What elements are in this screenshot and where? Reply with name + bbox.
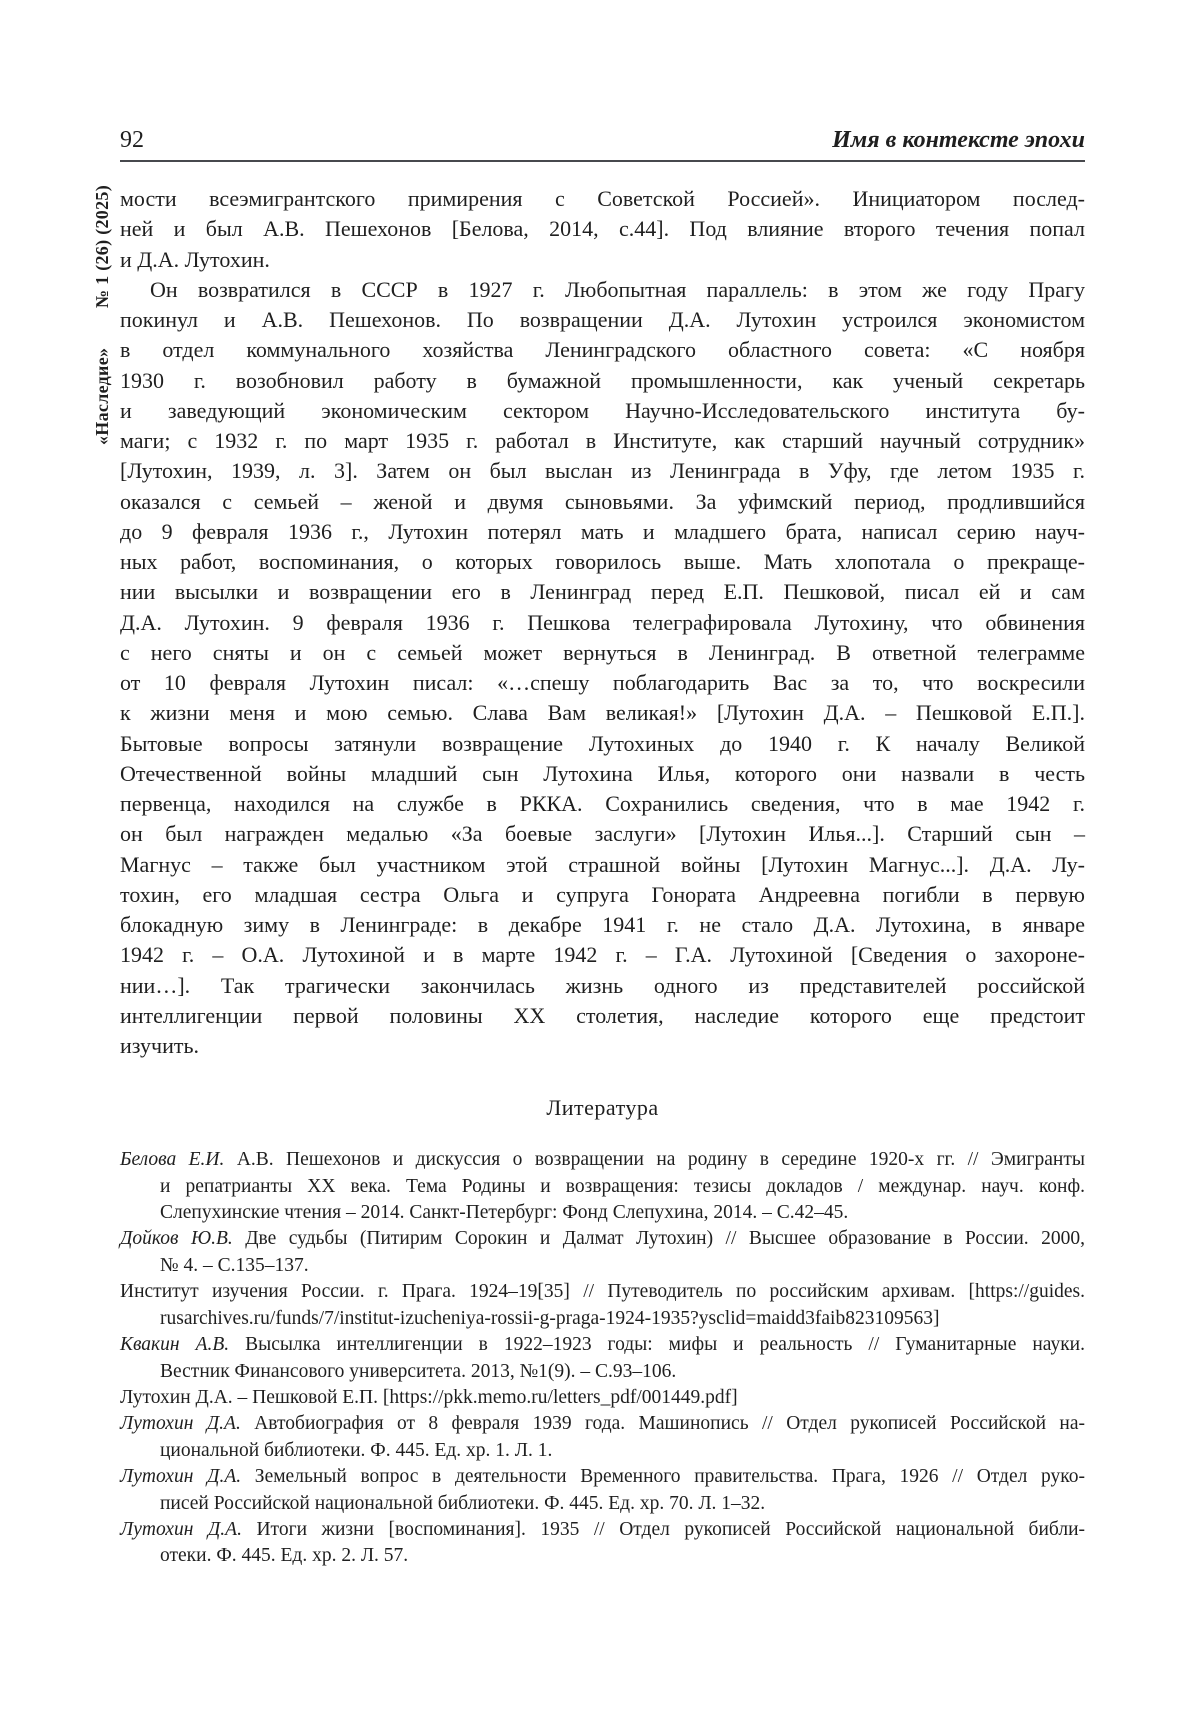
header-rule — [120, 160, 1085, 162]
bibliography-line: Лутохин Д.А. Итоги жизни [воспоминания]. 1935 // Отдел рукописей Российской национальной библи- — [120, 1518, 1085, 1540]
article-body — [120, 184, 1085, 1061]
article-line: первенца, находился на службе в РККА. Сохранились сведения, что в мае 1942 г. — [120, 791, 1085, 816]
bibliography-author: Лутохин Д.А. — [120, 1466, 242, 1488]
article-line: нии…]. Так трагически закончилась жизнь одного из представителей российской — [120, 972, 1085, 998]
journal-name: «Наследие» — [91, 347, 112, 445]
bibliography-list — [120, 1147, 1085, 1570]
article-line: мости всеэмигрантского примирения с Советской Россией». Инициатором послед- — [120, 186, 1085, 211]
bibliography-line: Дойков Ю.В. Две судьбы (Питирим Сорокин и Далмат Лутохин) // Высшее образование в России. 2000, — [120, 1228, 1085, 1250]
journal-spine-text — [84, 185, 120, 445]
article-line: от 10 февраля Лутохин писал: «…спешу поблагодарить Вас за то, что воскресили — [120, 670, 1085, 695]
article-line: Магнус – также был участником этой страшной войны [Лутохин Магнус...]. Д.А. Лу- — [120, 851, 1085, 877]
bibliography-line: отеки. Ф. 445. Ед. хр. 2. Л. 57. — [160, 1545, 409, 1567]
article-line: ных работ, воспоминания, о которых говорилось выше. Мать хлопотала о прекраще- — [120, 549, 1085, 574]
bibliography-line: Институт изучения России. г. Прага. 1924–19[35] // Путеводитель по российским архивам. [https://guides. — [120, 1281, 1085, 1303]
bibliography-author: Белова Е.И. — [120, 1149, 225, 1171]
bibliography-line: rusarchives.ru/funds/7/institut-izucheniya-rossii-g-praga-1924-1935?ysclid=maidd3faib823109563] — [160, 1307, 940, 1329]
article-line: Д.А. Лутохин. 9 февраля 1936 г. Пешкова телеграфировала Лутохину, что обвинения — [120, 609, 1085, 635]
bibliography-line: Слепухинские чтения – 2014. Санкт-Петербург: Фонд Слепухина, 2014. – С.42–45. — [160, 1202, 849, 1224]
bibliography-line: № 4. – С.135–137. — [160, 1254, 309, 1276]
article-line: 1942 г. – О.А. Лутохиной и в марте 1942 г. – Г.А. Лутохиной [Сведения о захороне- — [120, 942, 1085, 968]
article-line: до 9 февраля 1936 г., Лутохин потерял мать и младшего брата, написал серию науч- — [120, 518, 1085, 544]
bibliography-line: писей Российской национальной библиотеки. Ф. 445. Ед. хр. 70. Л. 1–32. — [160, 1492, 766, 1514]
article-line: интеллигенции первой половины ХХ столетия, наследие которого еще предстоит — [120, 1002, 1085, 1028]
article-line: изучить. — [120, 1033, 199, 1058]
bibliography-line: циональной библиотеки. Ф. 445. Ед. хр. 1. Л. 1. — [160, 1439, 553, 1461]
article-line: он был награжден медалью «За боевые заслуги» [Лутохин Илья...]. Старший сын – — [120, 821, 1085, 847]
bibliography-author: Лутохин Д.А. — [120, 1413, 241, 1435]
article-line: с него сняты и он с семьей может вернуться в Ленинград. В ответной телеграмме — [120, 639, 1085, 665]
bibliography-line: Квакин А.В. Высылка интеллигенции в 1922–1923 годы: мифы и реальность // Гуманитарные науки. — [120, 1334, 1085, 1356]
article-line: нии высылки и возвращении его в Ленинград перед Е.П. Пешковой, писал ей и сам — [120, 579, 1085, 605]
article-line: в отдел коммунального хозяйства Ленинградского областного совета: «С ноября — [120, 337, 1085, 363]
bibliography-author: Лутохин Д.А. — [120, 1518, 242, 1540]
bibliography-line: Белова Е.И. А.В. Пешехонов и дискуссия о возвращении на родину в середине 1920-х гг. // Эмигранты — [120, 1149, 1085, 1171]
article-line: оказался с семьей – женой и двумя сыновьями. За уфимский период, продлившийся — [120, 488, 1085, 514]
article-line: и Д.А. Лутохин. — [120, 246, 270, 272]
article-line: Он возвратился в СССР в 1927 г. Любопытная параллель: в этом же году Прагу — [150, 276, 1085, 302]
bibliography-line: Вестник Финансового университета. 2013, №1(9). – С.93–106. — [160, 1360, 677, 1382]
bibliography-author: Дойков Ю.В. — [120, 1228, 233, 1250]
article-line: Отечественной войны младший сын Лутохина Илья, которого они назвали в честь — [120, 760, 1085, 786]
article-line: [Лутохин, 1939, л. 3]. Затем он был выслан из Ленинграда в Уфу, где летом 1935 г. — [120, 458, 1085, 484]
article-line: 1930 г. возобновил работу в бумажной промышленности, как ученый секретарь — [120, 367, 1085, 393]
text-column — [120, 0, 1085, 1570]
bibliography-line: Лутохин Д.А. Земельный вопрос в деятельности Временного правительства. Прага, 1926 // Отдел руко- — [120, 1466, 1085, 1488]
article-line: Бытовые вопросы затянули возвращение Лутохиных до 1940 г. К началу Великой — [120, 730, 1085, 756]
page-header — [120, 0, 1085, 154]
running-title: Имя в контексте эпохи — [832, 127, 1085, 153]
page-number: 92 — [120, 127, 144, 153]
bibliography-line: Лутохин Д.А. – Пешковой Е.П. [https://pkk.memo.ru/letters_pdf/001449.pdf] — [120, 1386, 738, 1408]
article-line: к жизни меня и мою семью. Слава Вам великая!» [Лутохин Д.А. – Пешковой Е.П.]. — [120, 700, 1085, 726]
article-line: покинул и А.В. Пешехонов. По возвращении Д.А. Лутохин устроился экономистом — [120, 307, 1085, 332]
bibliography-author: Квакин А.В. — [120, 1334, 230, 1356]
article-line: тохин, его младшая сестра Ольга и супруга Гонората Андреевна погибли в первую — [120, 881, 1085, 907]
article-line: маги; с 1932 г. по март 1935 г. работал в Институте, как старший научный сотрудник» — [120, 428, 1085, 453]
article-line: и заведующий экономическим сектором Научно-Исследовательского института бу- — [120, 397, 1085, 423]
bibliography-line: и репатрианты ХХ века. Тема Родины и возвращения: тезисы докладов / междунар. науч. конф. — [160, 1175, 1085, 1197]
article-line: ней и был А.В. Пешехонов [Белова, 2014, с.44]. Под влияние второго течения попал — [120, 216, 1085, 242]
article-line: блокадную зиму в Ленинграде: в декабре 1941 г. не стало Д.А. Лутохина, в январе — [120, 912, 1085, 937]
bibliography-line: Лутохин Д.А. Автобиография от 8 февраля 1939 года. Машинопись // Отдел рукописей Российской на- — [120, 1413, 1086, 1435]
literature-heading: Литература — [546, 1095, 659, 1121]
journal-issue: № 1 (26) (2025) — [91, 185, 112, 309]
journal-spine-label — [84, 185, 120, 445]
